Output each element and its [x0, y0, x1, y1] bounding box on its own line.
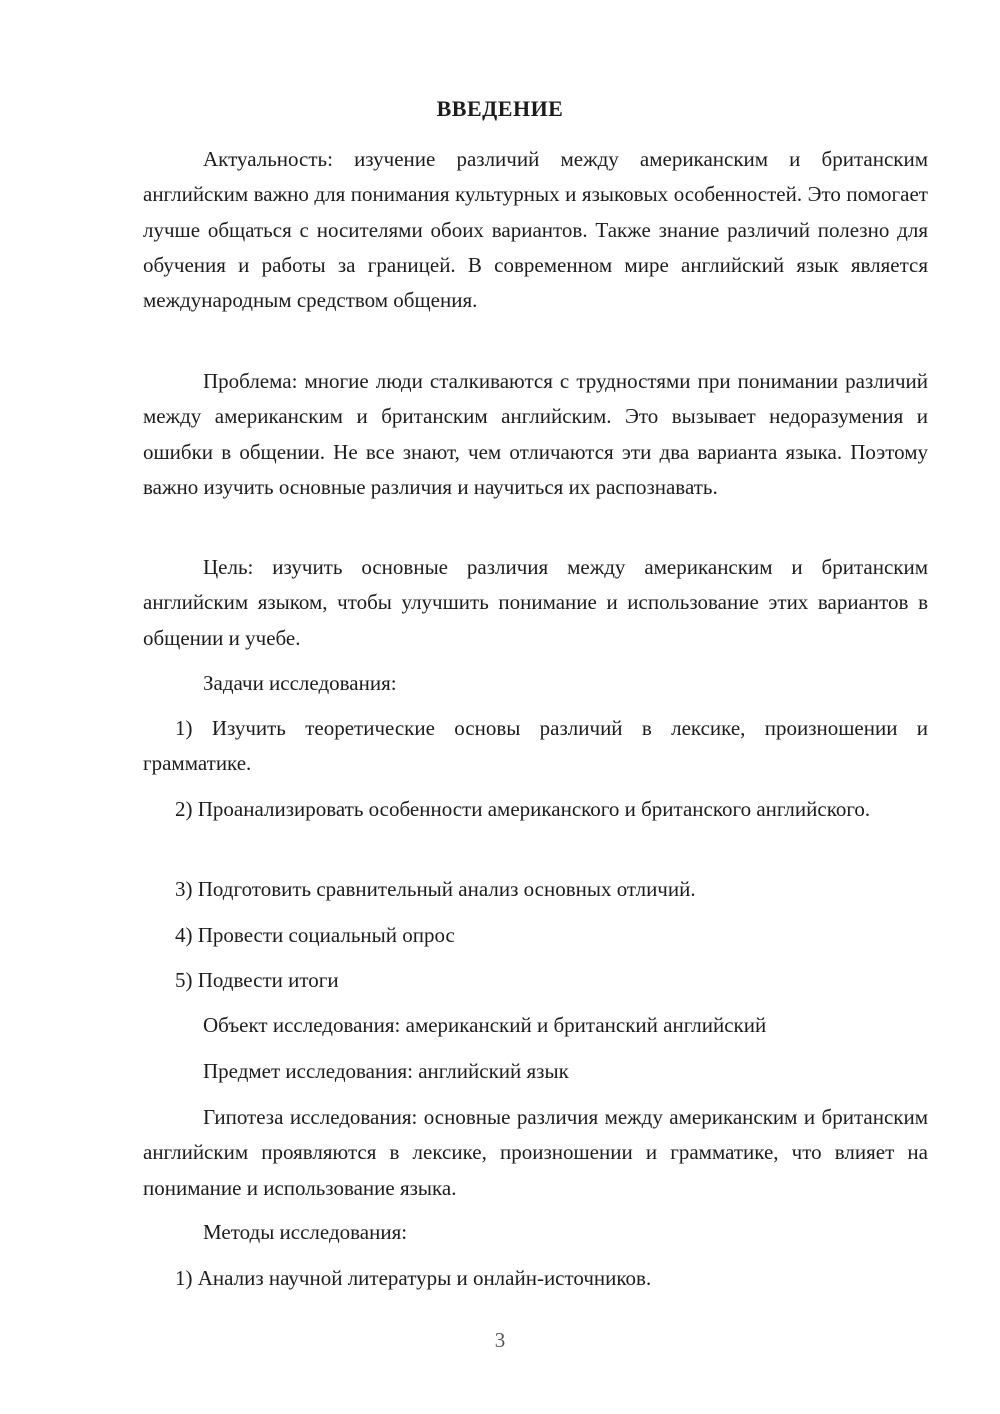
paragraph-hypothesis: Гипотеза исследования: основные различия между американским и британским английским проявляются в лексике, произношении и грамматике, что влияет на понимание и использование языка.	[143, 1105, 928, 1200]
paragraph-relevance: Актуальность: изучение различий между американским и британским английским важно для понимания культурных и языковых особенностей. Это помогает лучше общаться с носителями обоих вариантов. Также знание различий полезно для обучения и работы за границей. В современном мире английский язык является международным средством общения.	[143, 147, 928, 313]
task-item-3: 3) Подготовить сравнительный анализ основных отличий.	[175, 877, 696, 901]
method-item-1: 1) Анализ научной литературы и онлайн-источников.	[175, 1266, 652, 1290]
task-item-5: 5) Подвести итоги	[175, 968, 339, 992]
research-subject: Предмет исследования: английский язык	[203, 1059, 569, 1083]
section-heading: ВВЕДЕНИЕ	[436, 96, 564, 121]
task-item-1: 1) Изучить теоретические основы различий в лексике, произношении и грамматике.	[143, 716, 928, 776]
methods-title: Методы исследования:	[203, 1220, 408, 1244]
paragraph-goal: Цель: изучить основные различия между американским и британским английским языком, чтобы улучшить понимание и использование этих вариантов в общении и учебе.	[143, 555, 928, 650]
task-item-2: 2) Проанализировать особенности американского и британского английского.	[175, 797, 871, 821]
page-number: 3	[494, 1328, 506, 1352]
task-item-4: 4) Провести социальный опрос	[175, 923, 455, 947]
research-object: Объект исследования: американский и британский английский	[203, 1013, 767, 1037]
paragraph-problem: Проблема: многие люди сталкиваются с трудностями при понимании различий между американским и британским английским. Это вызывает недоразумения и ошибки в общении. Не все знают, чем отличаются эти два варианта языка. Поэтому важно изучить основные различия и научиться их распознавать.	[143, 369, 928, 499]
tasks-title: Задачи исследования:	[203, 671, 397, 695]
